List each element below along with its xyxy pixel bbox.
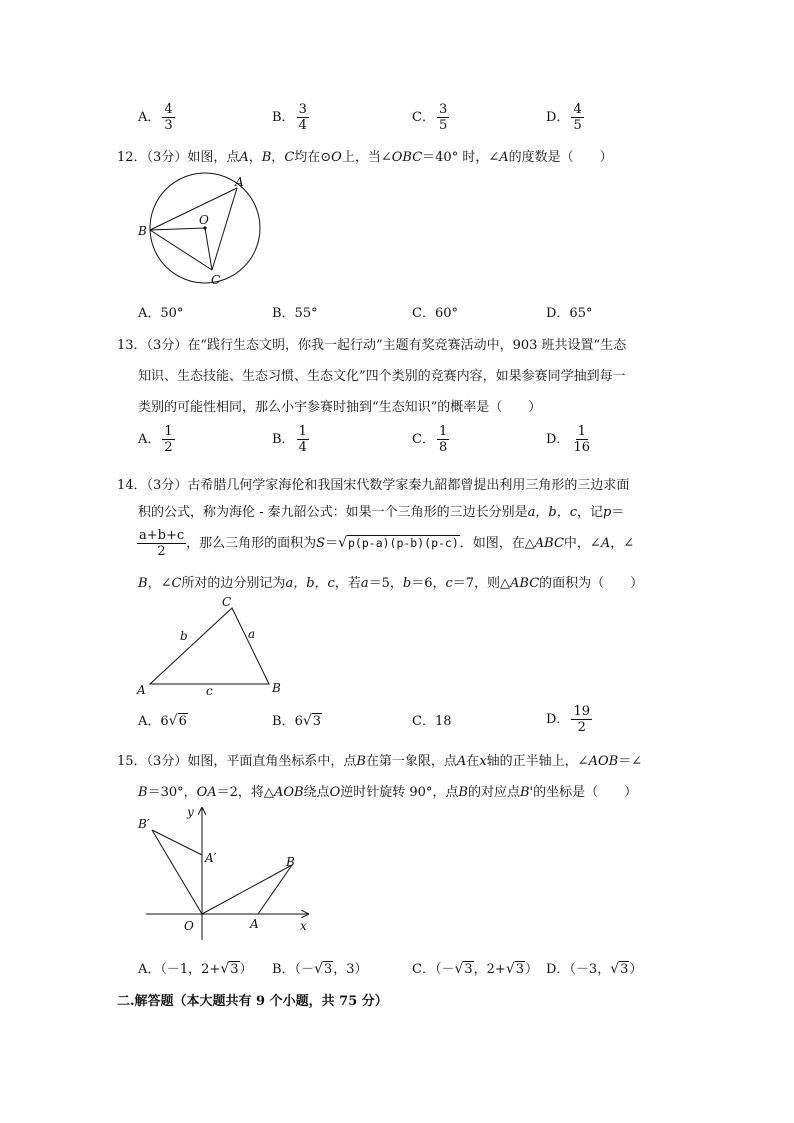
q13-option-d: D． $\frac{1}{16}$	[546, 424, 590, 455]
q14-triangle-figure	[132, 592, 292, 700]
label-ap: A′	[205, 851, 217, 865]
label-b-vertex: B	[272, 681, 281, 695]
sqrt-sign: √	[454, 961, 464, 977]
q15-line1: 15．（3分）如图，平面直角坐标系中，点B在第一象限，点A在x轴的正半轴上，∠AOB＝∠	[117, 754, 643, 769]
q15-coordinate-figure	[132, 800, 322, 945]
fraction: $\frac{3}{5}$	[438, 102, 448, 133]
fraction-p: $\frac{a+b+c}{2}$	[139, 528, 185, 559]
q14-option-b: B．6√3	[272, 713, 322, 729]
q12-option-c: C．60°	[412, 306, 458, 321]
q13-option-a: A． $\frac{1}{2}$	[138, 424, 173, 455]
fraction: $\frac{4}{3}$	[164, 102, 173, 133]
q15-line2: B＝30°，OA＝2，将△AOB绕点O逆时针旋转 90°，点B的对应点B'的坐标是（ ）	[138, 785, 638, 800]
q11-option-d: D． $\frac{4}{5}$	[546, 102, 582, 133]
label-c-vertex: C	[222, 595, 232, 609]
label-bp: B′	[138, 817, 150, 831]
label-a-vertex: A	[137, 683, 146, 697]
sqrt-sign: √	[505, 961, 515, 977]
q14-option-c: C．18	[412, 714, 452, 729]
segment-ob	[150, 228, 205, 230]
fraction: $\frac{3}{4}$	[298, 102, 307, 133]
label-b: B	[138, 224, 147, 238]
label-b: B	[286, 855, 295, 869]
segment-ab	[150, 188, 237, 230]
sqrt-sign: √	[314, 961, 323, 977]
fraction: $\frac{1}{16}$	[573, 424, 590, 455]
label-o: O	[199, 213, 209, 227]
q12-stem: 12．（3分）如图，点A，B，C均在⊙O上，当∠OBC＝40° 时，∠A的度数是（ ）	[117, 150, 613, 165]
sqrt-sign: √	[610, 961, 620, 977]
label-side-b: b	[180, 629, 188, 643]
q14-line1: 14．（3分）古希腊几何学家海伦和我国宋代数学家秦九韶都曾提出利用三角形的三边求面	[117, 478, 630, 493]
q15-option-b: B．（－√3，3）	[272, 961, 368, 977]
q15-option-d: D．（－3，√3）	[546, 961, 643, 977]
q13-line2: 知识、生态技能、生态习惯、生态文化”四个类别的竞赛内容，如果参赛同学抽到每一	[138, 369, 626, 384]
q14-option-a: A．6√6	[138, 713, 187, 729]
fraction: $\frac{19}{2}$	[573, 704, 590, 735]
label-side-a: a	[248, 627, 256, 641]
label-y: y	[187, 805, 194, 819]
segment-ab	[258, 865, 292, 914]
q14-line3: $\frac{a+b+c}{2}$ ，那么三角形的面积为S＝√p(p-a)(p-b)(p-c)．如图，在△ABC中，∠A，∠	[139, 528, 635, 559]
q14-option-d: D． $\frac{19}{2}$	[546, 704, 590, 735]
segment-oc	[205, 228, 212, 270]
fraction: $\frac{1}{2}$	[164, 424, 173, 455]
fraction: $\frac{1}{4}$	[298, 424, 307, 455]
sqrt-sign: √	[220, 961, 230, 977]
fraction: $\frac{4}{5}$	[573, 102, 582, 133]
q15-option-c: C．（－√3，2+√3）	[412, 961, 539, 977]
label-side-c: c	[206, 684, 213, 698]
q14-line2: 积的公式，称为海伦 - 秦九韶公式：如果一个三角形的三边长分别是a，b，c，记p＝	[138, 505, 625, 520]
section-title: 二.解答题（本大题共有 9 个小题，共 75 分）	[117, 994, 388, 1009]
segment-ob	[202, 865, 292, 914]
label-x: x	[300, 919, 307, 933]
q12-circle-figure	[135, 172, 265, 292]
triangle-abc	[150, 608, 269, 684]
q14-line4: B，∠C所对的边分别记为a，b，c，若a＝5，b＝6，c＝7，则△ABC的面积为（ ）	[138, 576, 644, 591]
q11-option-c: C． $\frac{3}{5}$	[412, 102, 448, 133]
q12-option-b: B．55°	[272, 306, 318, 321]
q13-line1: 13．（3分）在“践行生态文明，你我一起行动”主题有奖竞赛活动中，903 班共设置“生态	[117, 338, 627, 353]
q13-option-b: B． $\frac{1}{4}$	[272, 424, 307, 455]
fraction: $\frac{1}{8}$	[438, 424, 448, 455]
sqrt-sign: √	[338, 535, 347, 551]
q11-option-a: A． $\frac{4}{3}$	[138, 102, 173, 133]
q15-option-a: A．（－1，2+√3）	[138, 961, 253, 977]
sqrt-sign: √	[168, 713, 178, 729]
q12-option-d: D．65°	[546, 306, 593, 321]
q13-option-c: C． $\frac{1}{8}$	[412, 424, 448, 455]
sqrt-sign: √	[302, 713, 312, 729]
q12-option-a: A．50°	[138, 306, 184, 321]
label-o: O	[184, 919, 194, 933]
q13-line3: 类别的可能性相同，那么小宇参赛时抽到“生态知识”的概率是（ ）	[138, 400, 542, 415]
q11-option-b: B． $\frac{3}{4}$	[272, 102, 307, 133]
segment-ac	[212, 188, 237, 270]
label-c: C	[211, 273, 221, 287]
label-a: A	[250, 917, 259, 931]
segment-bc	[150, 230, 212, 270]
label-a: A	[235, 175, 244, 189]
